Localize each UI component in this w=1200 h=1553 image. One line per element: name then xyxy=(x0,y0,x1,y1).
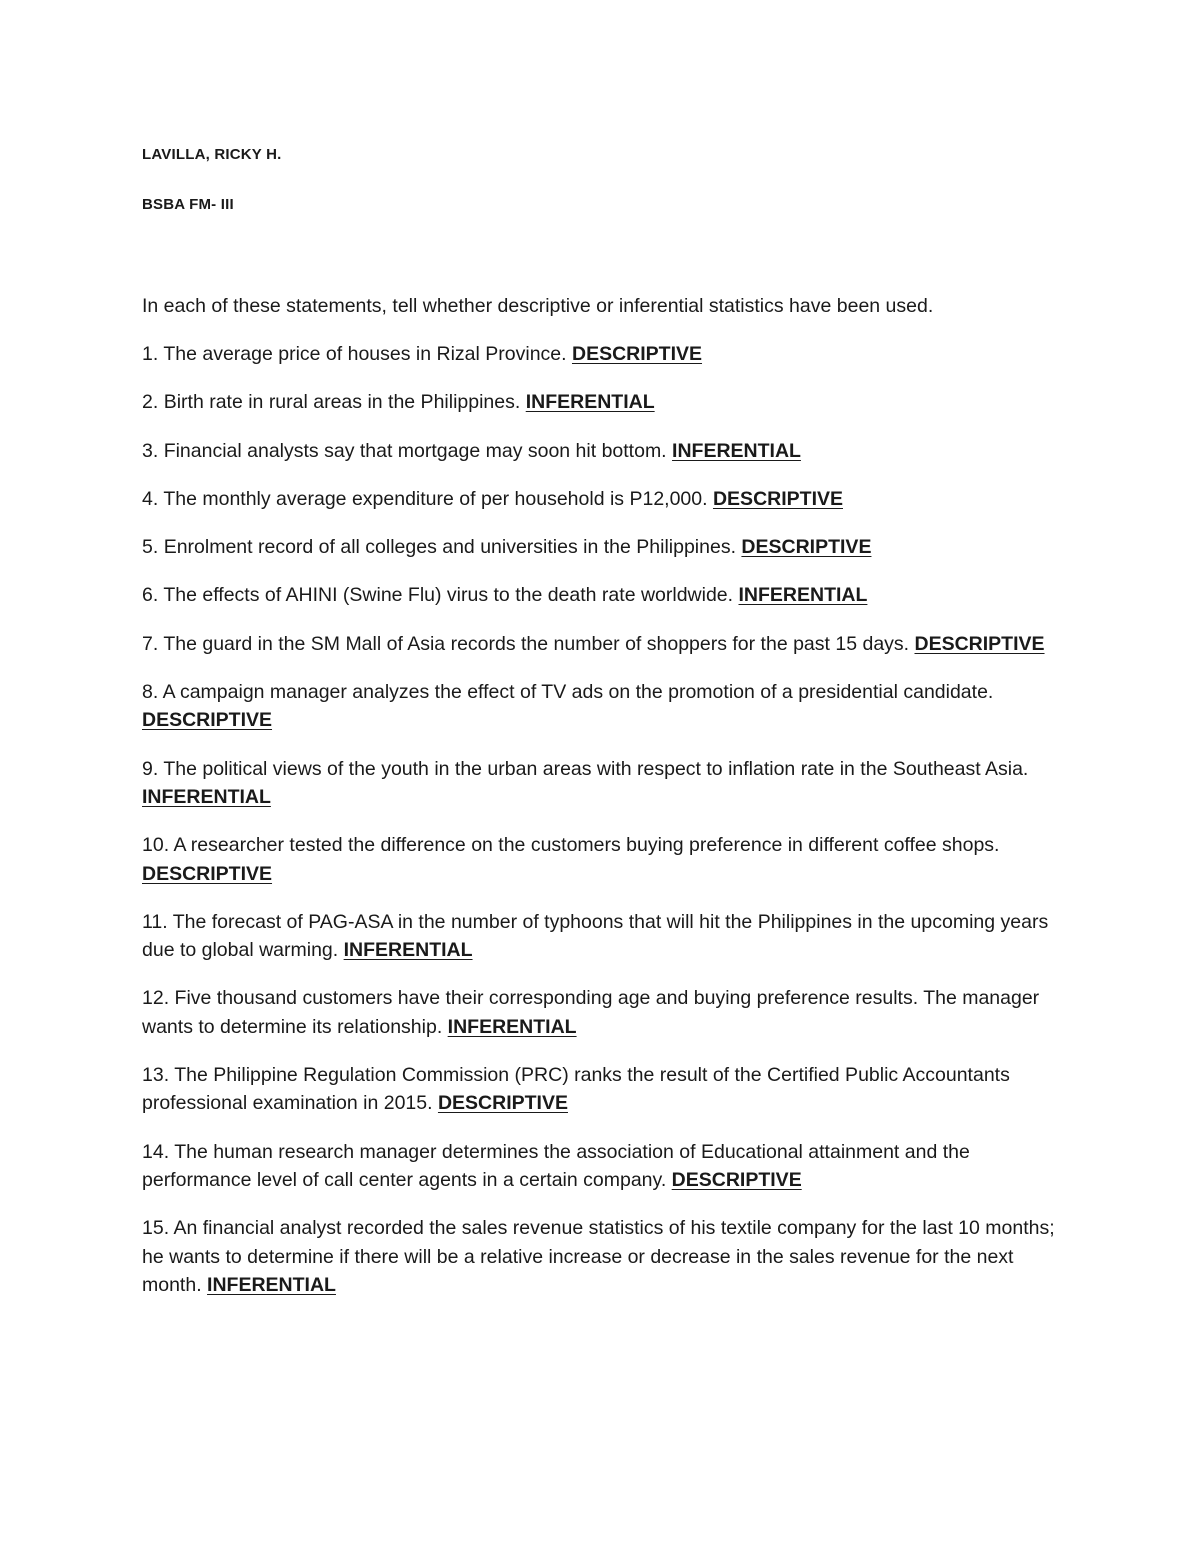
question-number: 11. xyxy=(142,910,168,933)
student-course: BSBA FM- III xyxy=(142,196,234,213)
question-number: 8. xyxy=(142,681,159,704)
question-item xyxy=(142,1138,1072,1195)
question-list xyxy=(142,340,1072,1299)
answer-label: DESCRIPTIVE xyxy=(571,343,703,365)
question-text: The human research manager determines the association of Educational attainment and the performance level of call center agents in a certain company. xyxy=(142,1140,970,1191)
question-text: Five thousand customers have their corresponding age and buying preference results. The manager wants to determine its relationship. xyxy=(142,987,1040,1038)
answer-label: DESCRIPTIVE xyxy=(142,862,273,885)
question-number: 10. xyxy=(142,834,170,857)
question-text: The forecast of PAG-ASA in the number of typhoons that will hit the Philippines in the upcoming years due to global warming. xyxy=(142,910,1049,962)
question-text: A researcher tested the difference on the customers buying preference in different coffee shops. xyxy=(173,834,1000,857)
answer-label: DESCRIPTIVE xyxy=(437,1092,568,1115)
answer-label: INFERENTIAL xyxy=(525,391,655,414)
question-number: 1. xyxy=(142,343,159,365)
document-body xyxy=(142,145,1072,1319)
question-item xyxy=(142,437,1072,465)
answer-label: INFERENTIAL xyxy=(447,1015,577,1038)
question-number: 3. xyxy=(142,439,159,462)
question-number: 14. xyxy=(142,1140,170,1163)
question-text: The Philippine Regulation Commission (PRC) ranks the result of the Certified Public Accountants professional examination in 2015. xyxy=(142,1064,1010,1115)
question-text: The monthly average expenditure of per household is P12,000. xyxy=(163,487,708,510)
question-text: An financial analyst recorded the sales revenue statistics of his textile company for the last 10 months; he wants to determine if there will be a relative increase or decrease in the sales revenue for the next month. xyxy=(142,1217,1055,1296)
answer-label: DESCRIPTIVE xyxy=(741,536,872,559)
answer-label: INFERENTIAL xyxy=(738,584,868,607)
question-number: 9. xyxy=(142,757,159,780)
question-text: Birth rate in rural areas in the Philippines. xyxy=(163,391,521,414)
question-number: 12. xyxy=(142,987,170,1010)
question-item xyxy=(142,388,1072,416)
question-text: The effects of AHINI (Swine Flu) virus to the death rate worldwide. xyxy=(163,584,734,607)
question-text: Financial analysts say that mortgage may soon hit bottom. xyxy=(163,439,667,462)
answer-label: INFERENTIAL xyxy=(207,1273,336,1296)
answer-label: DESCRIPTIVE xyxy=(671,1168,802,1191)
question-number: 2. xyxy=(142,391,159,414)
question-item xyxy=(142,908,1072,965)
question-item xyxy=(142,485,1072,513)
question-text: The political views of the youth in the urban areas with respect to inflation rate in the Southeast Asia. xyxy=(163,757,1029,780)
question-number: 7. xyxy=(142,632,159,655)
question-item xyxy=(142,581,1072,609)
question-item xyxy=(142,1214,1072,1299)
question-item xyxy=(142,533,1072,561)
question-number: 15. xyxy=(142,1217,170,1240)
question-number: 6. xyxy=(142,584,159,607)
answer-label: INFERENTIAL xyxy=(142,785,271,808)
question-number: 5. xyxy=(142,536,159,559)
answer-label: DESCRIPTIVE xyxy=(712,487,843,510)
question-item xyxy=(142,984,1072,1041)
question-text: The guard in the SM Mall of Asia records the number of shoppers for the past 15 days. xyxy=(163,632,910,655)
question-number: 4. xyxy=(142,487,159,510)
question-item xyxy=(142,340,1072,368)
question-text: A campaign manager analyzes the effect of TV ads on the promotion of a presidential candidate. xyxy=(162,681,994,704)
student-name: LAVILLA, RICKY H. xyxy=(142,146,282,163)
question-item xyxy=(142,678,1072,735)
question-item xyxy=(142,630,1072,658)
question-item xyxy=(142,1061,1072,1118)
question-text: Enrolment record of all colleges and universities in the Philippines. xyxy=(163,536,736,559)
question-item xyxy=(142,755,1072,812)
answer-label: INFERENTIAL xyxy=(343,939,473,962)
question-text: The average price of houses in Rizal Province. xyxy=(163,343,567,365)
question-number: 13. xyxy=(142,1064,170,1087)
answer-label: DESCRIPTIVE xyxy=(914,632,1045,655)
answer-label: INFERENTIAL xyxy=(672,439,801,462)
question-item xyxy=(142,831,1072,888)
answer-label: DESCRIPTIVE xyxy=(142,709,273,732)
instructions: In each of these statements, tell whether descriptive or inferential statistics have been used. xyxy=(142,295,934,317)
